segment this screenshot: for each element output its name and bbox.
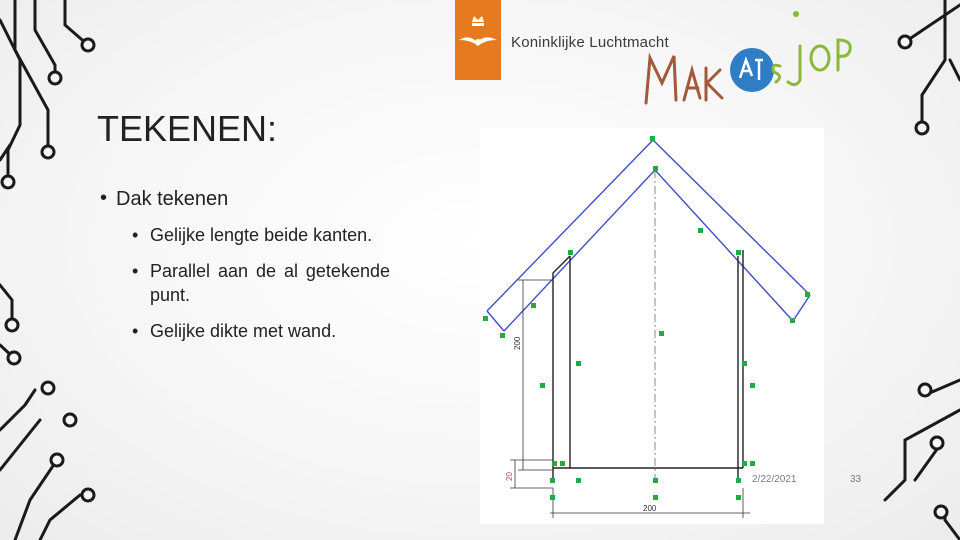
bullet-main: • Dak tekenen xyxy=(100,188,390,211)
bullet-list xyxy=(100,188,390,343)
sub-bullet-3: • Gelijke dikte met wand. xyxy=(100,319,390,343)
slide-number: 33 xyxy=(850,474,862,485)
dim-height-label: 200 xyxy=(513,336,522,350)
crown-wings-icon xyxy=(455,0,501,80)
constraint-markers xyxy=(483,136,810,500)
slide-title: TEKENEN: xyxy=(97,108,278,149)
makersjop-logo xyxy=(640,8,870,108)
sub-bullet-2: • Parallel aan de al getekende punt. xyxy=(100,259,390,307)
dim-small-label: 20 xyxy=(505,472,514,481)
house-sketch xyxy=(480,128,824,524)
sub-bullet-1: • Gelijke lengte beide kanten. xyxy=(100,223,390,247)
dim-width-label: 200 xyxy=(643,504,657,513)
org-name: Koninklijke Luchtmacht xyxy=(511,34,669,51)
slide-date: 2/22/2021 xyxy=(752,474,797,485)
luchtmacht-emblem xyxy=(455,0,501,80)
cad-sketch-image xyxy=(480,128,824,524)
